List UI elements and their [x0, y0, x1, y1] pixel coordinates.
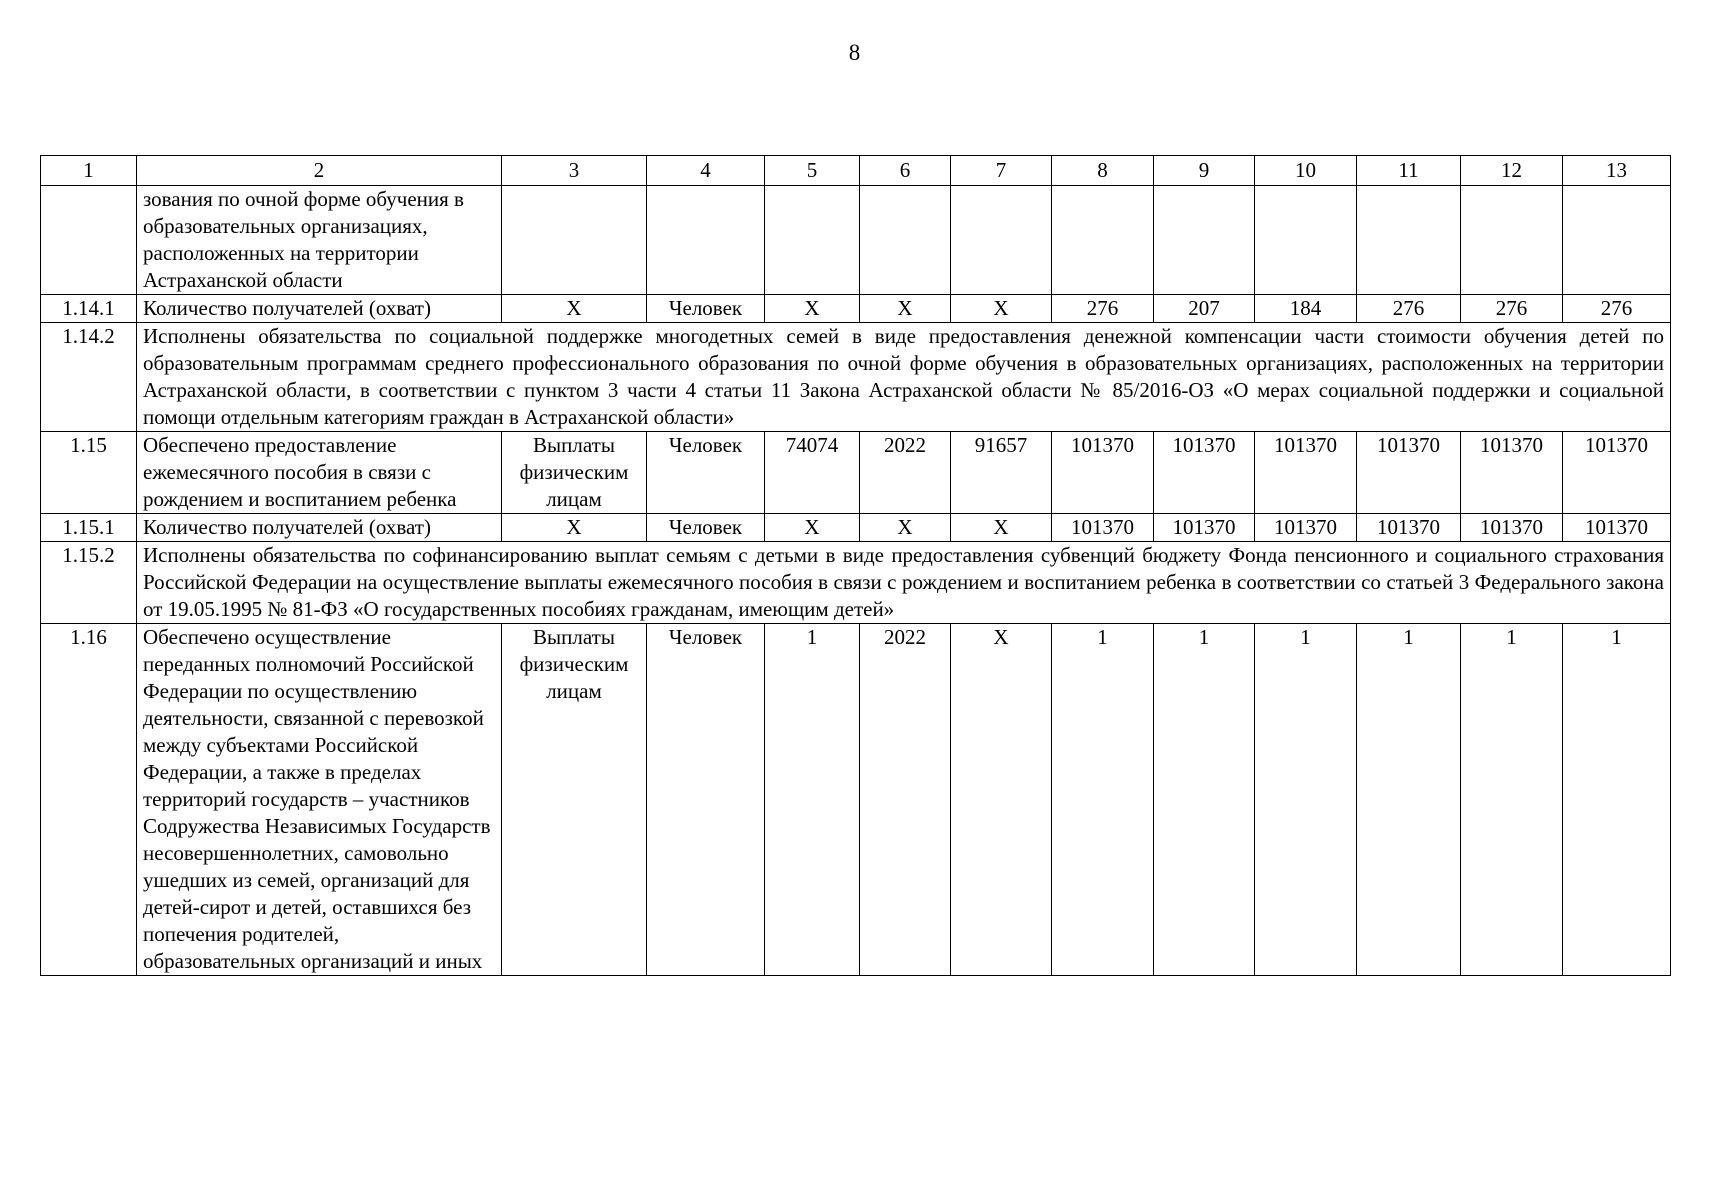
table-cell: 1: [1461, 624, 1563, 976]
table-row: [41, 323, 1671, 432]
table-cell: 276: [1052, 295, 1154, 323]
page-number: 8: [848, 40, 861, 65]
table-cell: Выплаты физическим лицам: [502, 432, 647, 514]
table-cell: 184: [1255, 295, 1357, 323]
column-number: 5: [765, 156, 860, 186]
table-cell: 1: [1563, 624, 1671, 976]
row-code: [41, 186, 137, 295]
table-cell: Х: [765, 514, 860, 542]
column-number: 12: [1461, 156, 1563, 186]
table-cell: Х: [502, 514, 647, 542]
column-number: 11: [1357, 156, 1461, 186]
column-number: 13: [1563, 156, 1671, 186]
row-code: 1.15: [41, 432, 137, 514]
table-cell: 101370: [1357, 432, 1461, 514]
table-cell: 1: [1154, 624, 1255, 976]
table-cell: 101370: [1154, 514, 1255, 542]
table-cell: [951, 186, 1052, 295]
table-cell: [1563, 186, 1671, 295]
column-number: 6: [860, 156, 951, 186]
table-cell: Человек: [647, 295, 765, 323]
column-number: 4: [647, 156, 765, 186]
row-code: 1.14.2: [41, 323, 137, 432]
table-row: [41, 514, 1671, 542]
row-name: Обеспечено осуществление переданных полномочий Российской Федерации по осуществлению деятельности, связанной с перевозкой между субъектами Российской Федерации, а также в пределах территорий государств – участников Содружества Независимых Государств несовершеннолетних, самовольно ушедших из семей, организаций для детей-сирот и детей, оставшихся без попечения родителей, образовательных организаций и иных: [137, 624, 502, 976]
table-cell: 1: [1357, 624, 1461, 976]
indicators-table: [40, 155, 1671, 976]
column-number: 2: [137, 156, 502, 186]
row-code: 1.15.1: [41, 514, 137, 542]
row-code: 1.16: [41, 624, 137, 976]
table-row: [41, 542, 1671, 624]
table-cell: 207: [1154, 295, 1255, 323]
table-cell: 101370: [1357, 514, 1461, 542]
table-cell: [1461, 186, 1563, 295]
table-cell: [1357, 186, 1461, 295]
table-cell: 91657: [951, 432, 1052, 514]
table-cell: 101370: [1154, 432, 1255, 514]
row-name: Обеспечено предоставление ежемесячного пособия в связи с рождением и воспитанием ребенка: [137, 432, 502, 514]
row-code: 1.15.2: [41, 542, 137, 624]
table-cell: 101370: [1461, 514, 1563, 542]
table-cell: [502, 186, 647, 295]
table-cell: 101370: [1052, 432, 1154, 514]
table-cell: 74074: [765, 432, 860, 514]
table-cell: 276: [1461, 295, 1563, 323]
table-cell: [1255, 186, 1357, 295]
table-cell: 101370: [1563, 514, 1671, 542]
table-cell: Х: [765, 295, 860, 323]
table-cell: Х: [951, 514, 1052, 542]
table-cell: 276: [1357, 295, 1461, 323]
table-row: [41, 186, 1671, 295]
table-cell: 2022: [860, 624, 951, 976]
table-cell: 2022: [860, 432, 951, 514]
table-cell: Х: [951, 295, 1052, 323]
table-cell: [647, 186, 765, 295]
table-cell: Выплаты физическим лицам: [502, 624, 647, 976]
table-cell: Человек: [647, 432, 765, 514]
row-description: Исполнены обязательства по социальной поддержке многодетных семей в виде предоставления денежной компенсации части стоимости обучения детей по образовательным программам среднего профессионального образования по очной форме обучения в образовательных организациях, расположенных на территории Астраханской области, в соответствии с пунктом 3 части 4 статьи 11 Закона Астраханской области № 85/2016-ОЗ «О мерах социальной поддержки и социальной помощи отдельным категориям граждан в Астраханской области»: [137, 323, 1671, 432]
table-cell: 101370: [1255, 432, 1357, 514]
row-code: 1.14.1: [41, 295, 137, 323]
table-cell: 101370: [1563, 432, 1671, 514]
table-cell: 1: [1255, 624, 1357, 976]
table-row: [41, 295, 1671, 323]
column-number: 8: [1052, 156, 1154, 186]
table-cell: Х: [951, 624, 1052, 976]
column-number: 9: [1154, 156, 1255, 186]
table-cell: 1: [765, 624, 860, 976]
table-cell: Человек: [647, 624, 765, 976]
table-cell: Х: [502, 295, 647, 323]
table-cell: [1052, 186, 1154, 295]
table-cell: 101370: [1052, 514, 1154, 542]
column-number: 10: [1255, 156, 1357, 186]
table-cell: Х: [860, 295, 951, 323]
table-cell: [1154, 186, 1255, 295]
column-number-row: [41, 156, 1671, 186]
row-name: Количество получателей (охват): [137, 295, 502, 323]
column-number: 3: [502, 156, 647, 186]
column-number: 1: [41, 156, 137, 186]
table-cell: 276: [1563, 295, 1671, 323]
table-cell: [765, 186, 860, 295]
row-name: зования по очной форме обучения в образовательных организациях, расположенных на территории Астраханской области: [137, 186, 502, 295]
table-cell: 101370: [1461, 432, 1563, 514]
table-row: [41, 624, 1671, 976]
table-cell: [860, 186, 951, 295]
row-description: Исполнены обязательства по софинансированию выплат семьям с детьми в виде предоставления субвенций бюджету Фонда пенсионного и социального страхования Российской Федерации на осуществление выплаты ежемесячного пособия в связи с рождением и воспитанием ребенка в соответствии со статьей 3 Федерального закона от 19.05.1995 № 81-ФЗ «О государственных пособиях гражданам, имеющим детей»: [137, 542, 1671, 624]
table-cell: 101370: [1255, 514, 1357, 542]
table-cell: Человек: [647, 514, 765, 542]
row-name: Количество получателей (охват): [137, 514, 502, 542]
table-cell: Х: [860, 514, 951, 542]
table-cell: 1: [1052, 624, 1154, 976]
column-number: 7: [951, 156, 1052, 186]
table-row: [41, 432, 1671, 514]
